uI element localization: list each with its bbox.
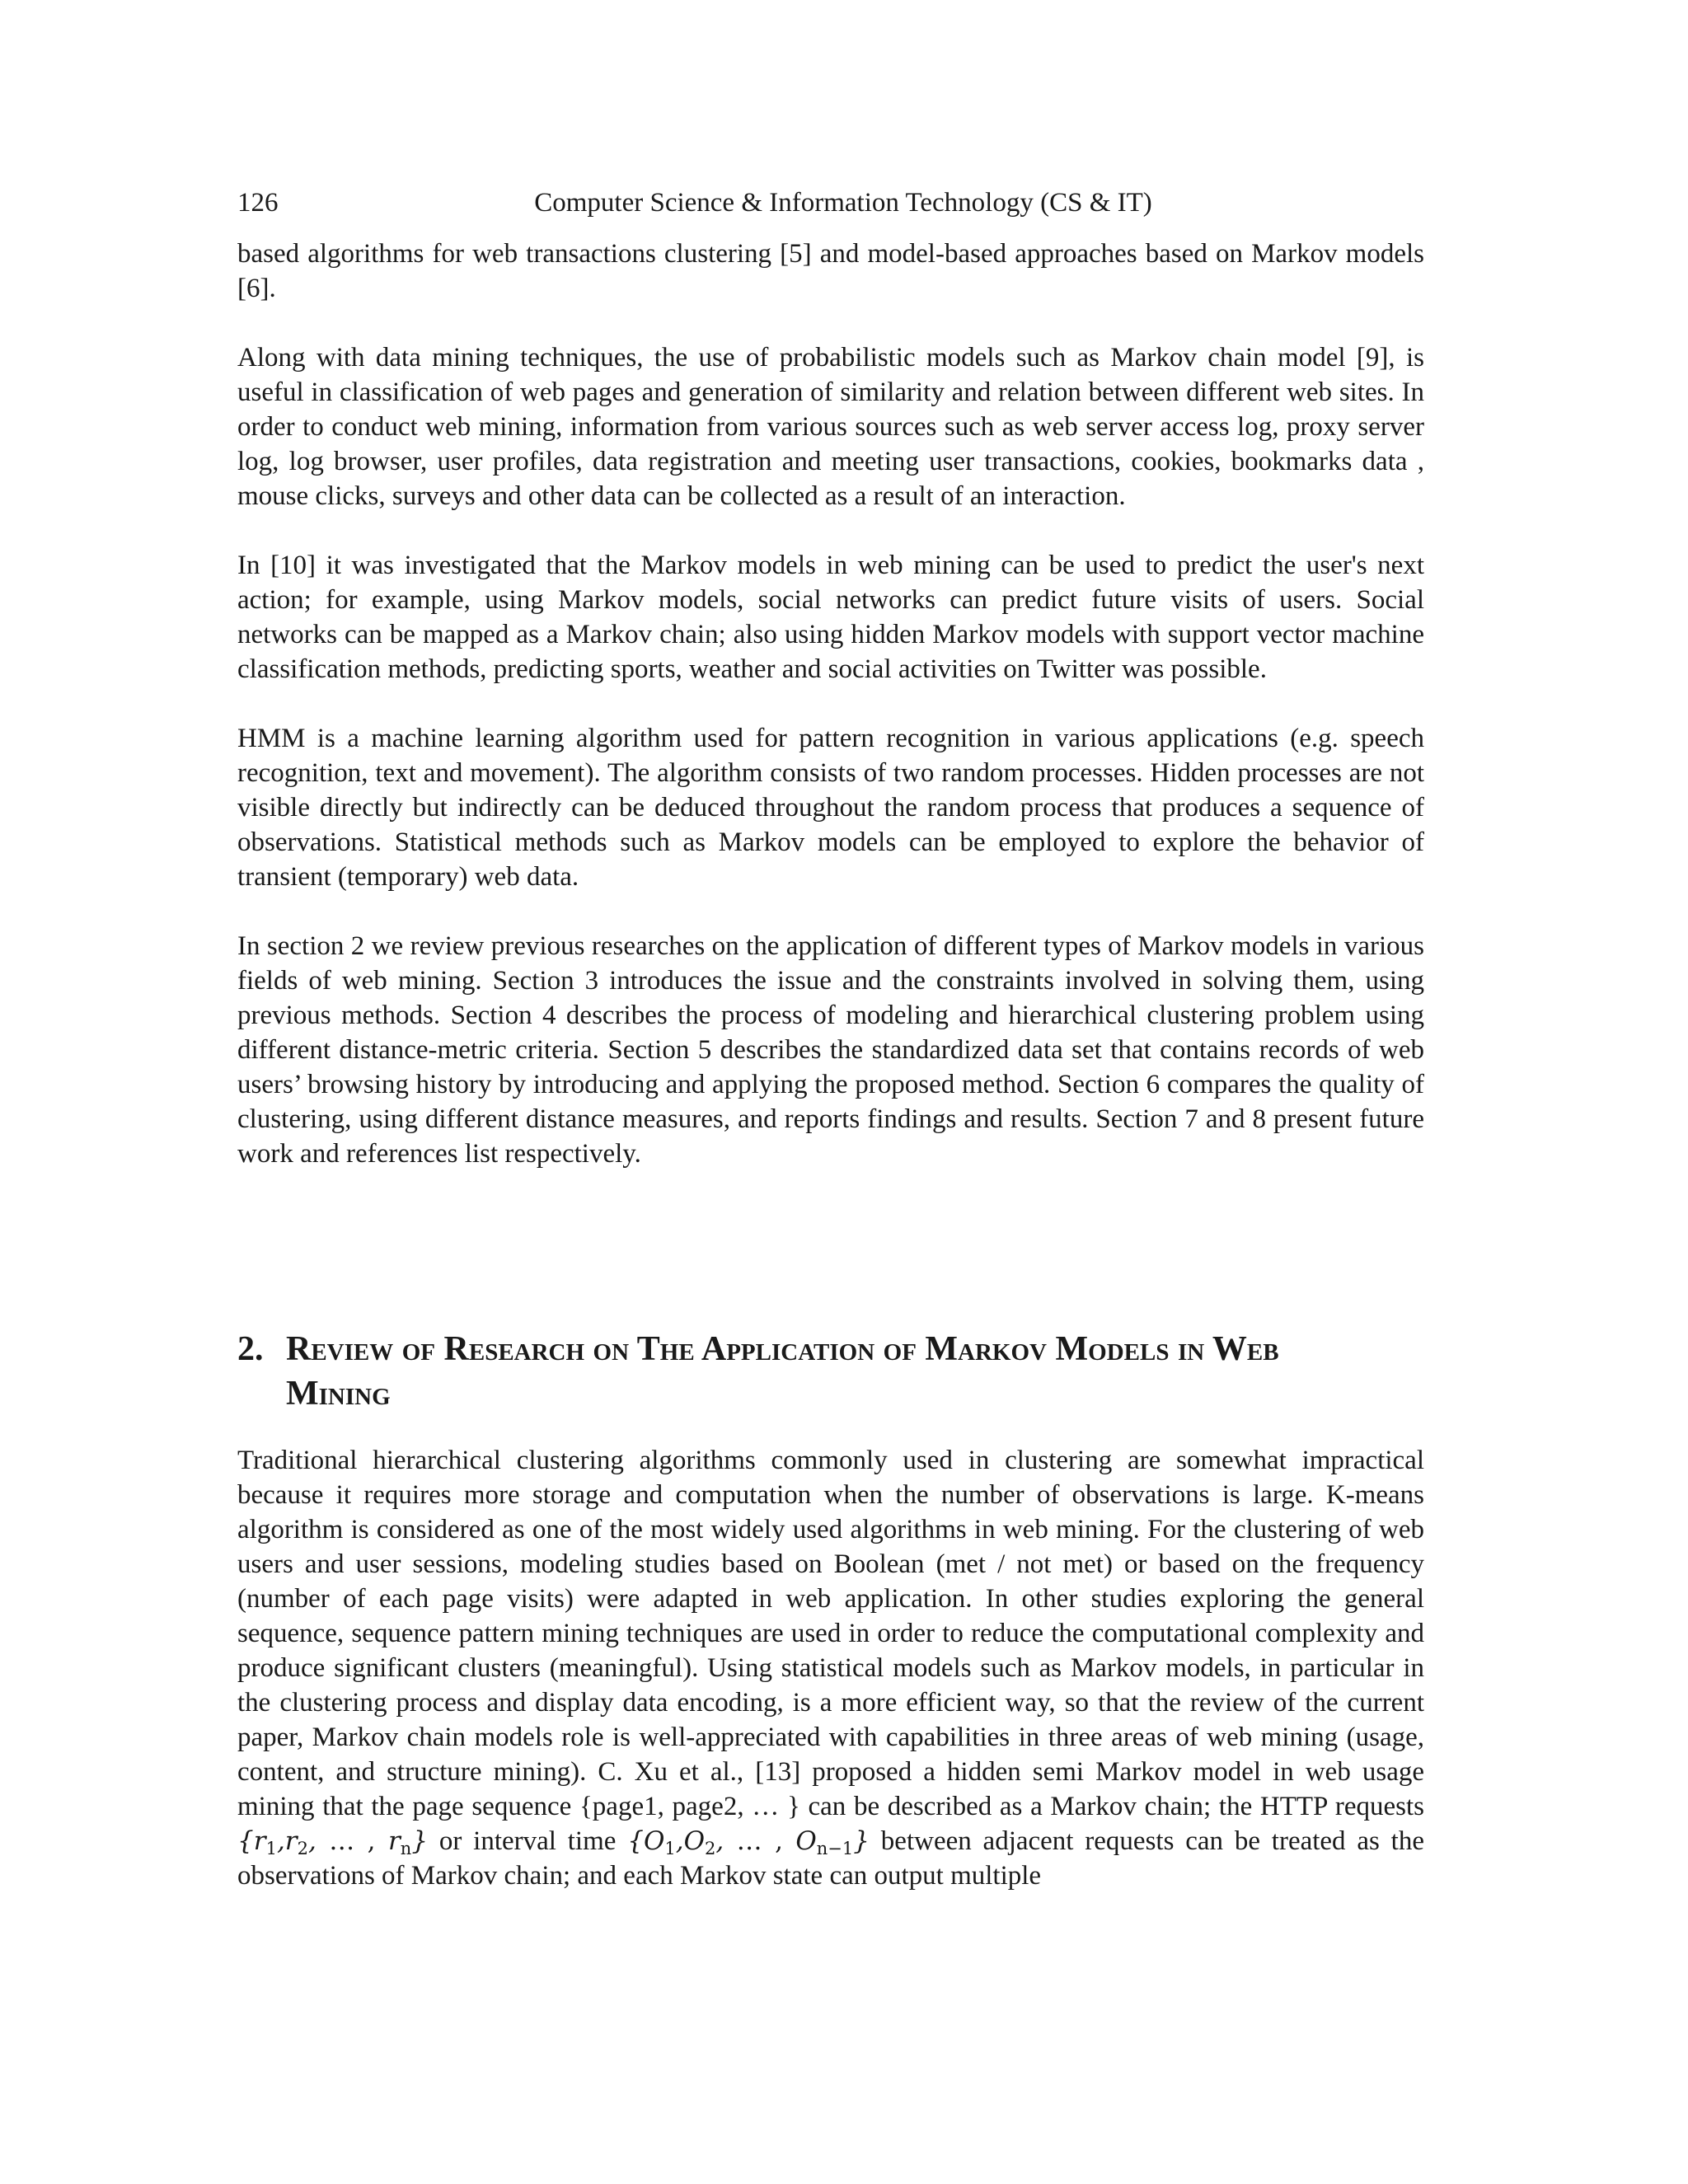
paragraph-continuation: based algorithms for web transactions clustering [5] and model-based approaches based on Markov models [6]. <box>237 239 1424 303</box>
section-title: Review of Research on The Application of Markov Models in Web Mining <box>286 1330 1279 1413</box>
section-2-text-start: Traditional hierarchical clustering algorithms commonly used in clustering are somewhat impractical because it requires more storage and computation when the number of observations is large. K-means algorithm is considered as one of the most widely used algorithms in web mining. For the clustering of web users and user sessions, modeling studies based on Boolean (met / not met) or based on the frequency (number of each page visits) were adapted in web application. In other studies exploring the general sequence, sequence pattern mining techniques are used in order to reduce the computational complexity and produce significant clusters (meaningful). Using statistical models such as Markov models, in particular in the clustering process and display data encoding, is a more efficient way, so that the review of the current paper, Markov chain models role is well-appreciated with capabilities in three areas of web mining (usage, content, and structure mining). C. Xu et al., [13] proposed a hidden semi Markov model in web usage mining that the page sequence {page1, page2, … } can be described as a Markov chain; the HTTP requests <box>237 1446 1424 1821</box>
running-header <box>237 185 1424 221</box>
paragraph-data-mining: Along with data mining techniques, the use of probabilistic models such as Markov chain model [9], is useful in classification of web pages and generation of similarity and relation between different web sites. In order to conduct web mining, information from various sources such as web server access log, proxy server log, log browser, user profiles, data registration and meeting user transactions, cookies, bookmarks data , mouse clicks, surveys and other data can be collected as a result of an interaction. <box>237 343 1424 511</box>
math-interval-times: {$O_1,O_2$, … , $O_{n-1}$} <box>627 1826 870 1858</box>
intro-body <box>237 237 1424 1171</box>
page-number: 126 <box>237 188 279 218</box>
paragraph-prediction: In [10] it was investigated that the Markov models in web mining can be used to predict the user's next action; for example, using Markov models, social networks can predict future visits of users. Social networks can be mapped as a Markov chain; also using hidden Markov models with support vector machine classification methods, predicting sports, weather and social activities on Twitter was possible. <box>237 551 1424 684</box>
paragraph-hmm: HMM is a machine learning algorithm used for pattern recognition in various applications (e.g. speech recognition, text and movement). The algorithm consists of two random processes. Hidden processes are not visible directly but indirectly can be deduced throughout the random process that produces a sequence of observations. Statistical methods such as Markov models can be employed to explore the behavior of transient (temporary) web data. <box>237 724 1424 892</box>
section-2-heading <box>237 1327 1424 1416</box>
math-http-requests: {$r_1,r_2$, … , $r_n$} <box>237 1826 429 1858</box>
paragraph-outline: In section 2 we review previous researches on the application of different types of Markov models in various fields of web mining. Section 3 introduces the issue and the constraints involved in solving them, using previous methods. Section 4 describes the process of modeling and hierarchical clustering problem using different distance-metric criteria. Section 5 describes the standardized data set that contains records of web users’ browsing history by introducing and applying the proposed method. Section 6 compares the quality of clustering, using different distance measures, and reports findings and results. Section 7 and 8 present future work and references list respectively. <box>237 931 1424 1169</box>
section-2-text-mid: or interval time <box>428 1826 628 1856</box>
section-2-paragraph <box>237 1443 1424 1893</box>
journal-title: Computer Science & Information Technology (CS & IT) <box>534 188 1152 218</box>
section-number: 2. <box>237 1330 264 1368</box>
section-2-text-end: between adjacent requests can be treated as the observations of Markov chain; and each Markov state can output multiple <box>237 1826 1424 1891</box>
